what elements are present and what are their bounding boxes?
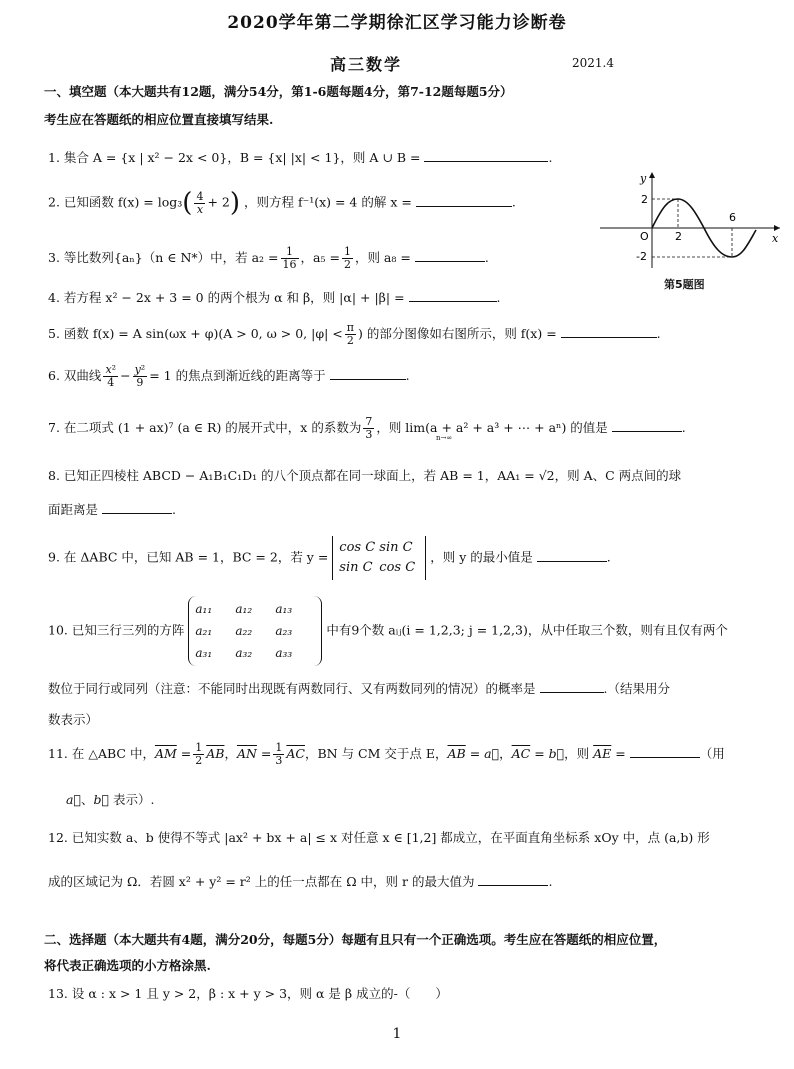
page-title: 2020学年第二学期徐汇区学习能力诊断卷 [227,13,567,33]
question-12: 12. 已知实数 a、b 使得不等式 |ax² + bx + a| ≤ x 对任意 x ∈ [1,2] 都成立，在平面直角坐标系 xOy 中，点 (a,b) 形 [48,830,710,845]
question-11-line2: a⃗、b⃗ 表示）. [66,792,155,807]
section1-heading: 一、填空题（本大题共有12题，满分54分，第1-6题每题4分，第7-12题每题5分） [44,84,513,99]
section2-heading-line2: 将代表正确选项的小方格涂黑. [44,958,211,973]
question-1: 1. 集合 A = {x | x² − 2x < 0}，B = {x| |x| < 1}，则 A ∪ B = . [48,150,553,165]
question-7: 7. 在二项式 (1 + ax)⁷ (a ∈ R) 的展开式中，x 的系数为 $\frac{7}{3}$ ，则 lim(a + a² + a³ + ⋯ + aⁿ) 的值是 . n→∞ [48,415,686,442]
answer-blank-10[interactable] [540,680,604,693]
answer-blank-12[interactable] [478,873,548,886]
section2-heading: 二、选择题（本大题共有4题，满分20分，每题5分）每题有且只有一个正确选项。考生应在答题纸的相应位置， [44,932,667,947]
answer-blank-3[interactable] [415,249,485,262]
answer-blank-1[interactable] [424,149,548,162]
section1-instruction: 考生应在答题纸的相应位置直接填写结果. [44,112,274,127]
label-x-2: 2 [675,230,682,243]
answer-blank-4[interactable] [409,289,497,302]
answer-blank-6[interactable] [330,367,406,380]
x-axis-arrow [774,225,780,231]
label-x: x [772,232,779,245]
question-9: 9. 在 ΔABC 中，已知 AB = 1，BC = 2，若 y = cos C sin C sin C cos C ，则 y 的最小值是 . [48,536,611,580]
answer-blank-2[interactable] [416,194,512,207]
question-10: 10. 已知三行三列的方阵 a₁₁ a₁₂ a₁₃ a₂₁ a₂₂ a₂₃ a₃₁ a₃₂ a₃₃ 中有9个数 aᵢⱼ(i = 1,2,3; j = 1,2,3)，从中任取三个数，则有且仅有两个 [48,596,728,666]
page-subtitle: 高三数学 [330,55,403,74]
question-10-line2: 数位于同行或同列（注意：不能同时出现既有两数同行、又有两数同列的情况）的概率是 .（结果用分 [48,681,670,696]
question-13: 13. 设 α : x > 1 且 y > 2，β : x + y > 3，则 α 是 β 成立的-（ ） [48,986,448,1001]
label-y-2: 2 [641,193,648,206]
answer-blank-8[interactable] [102,501,172,514]
exam-date: 2021.4 [572,56,614,70]
answer-blank-5[interactable] [561,325,657,338]
answer-blank-9[interactable] [537,549,607,562]
label-y: y [640,172,647,185]
question-4: 4. 若方程 x² − 2x + 3 = 0 的两个根为 α 和 β，则 |α| + |β| = . [48,290,501,305]
answer-blank-7[interactable] [612,419,682,432]
label-x-6: 6 [729,211,736,224]
question-11: 11. 在 △ABC 中，$\overline{AM}$ = $\frac{1}{2}$ $\overline{AB}$，$\overline{AN}$ = $\frac{1}{3}$ $\overline{AC}$，BN 与 CM 交于点 E，$\overline{AB}$ = a⃗，$\overline{AC}$ = b⃗，则 $\overline{AE}$ = （用 [48,741,725,767]
question-5: 5. 函数 f(x) = A sin(ωx + φ)(A > 0, ω > 0, |φ| < $\frac{\pi}{2}$ ) 的部分图像如右图所示，则 f(x) = . [48,321,661,347]
page-number: 1 [392,1026,402,1042]
answer-blank-11[interactable] [630,745,700,758]
y-axis-arrow [649,172,655,178]
label-origin: O [640,230,649,243]
question-3: 3. 等比数列{aₙ}（n ∈ N*）中，若 a₂ = $\frac{1}{16}$ ，a₅ = $\frac{1}{2}$ ，则 a₈ = . [48,245,489,271]
question-8-line2: 面距离是 . [48,502,176,517]
sine-graph-figure [596,168,786,272]
question-2: 2. 已知函数 f(x) = log₃( $\frac{4}{x}$ + 2) ，则方程 f⁻¹(x) = 4 的解 x = . [48,188,516,218]
question-8: 8. 已知正四棱柱 ABCD − A₁B₁C₁D₁ 的八个顶点都在同一球面上，若 AB = 1，AA₁ = √2，则 A、C 两点间的球 [48,468,682,483]
question-6: 6. 双曲线 $\frac{\text{x²}}{4}$ − $\frac{\text{y²}}{9}$ = 1 的焦点到渐近线的距离等于 . [48,363,410,389]
determinant: cos C sin C sin C cos C [332,536,426,580]
figure-caption: 第5题图 [664,278,705,291]
question-10-line3: 数表示） [48,712,99,727]
matrix-3x3: a₁₁ a₁₂ a₁₃ a₂₁ a₂₂ a₂₃ a₃₁ a₃₂ a₃₃ [188,596,322,666]
question-12-line2: 成的区域记为 Ω．若圆 x² + y² = r² 上的任一点都在 Ω 中，则 r 的最大值为 . [48,874,553,889]
label-y-neg2: -2 [636,250,647,263]
